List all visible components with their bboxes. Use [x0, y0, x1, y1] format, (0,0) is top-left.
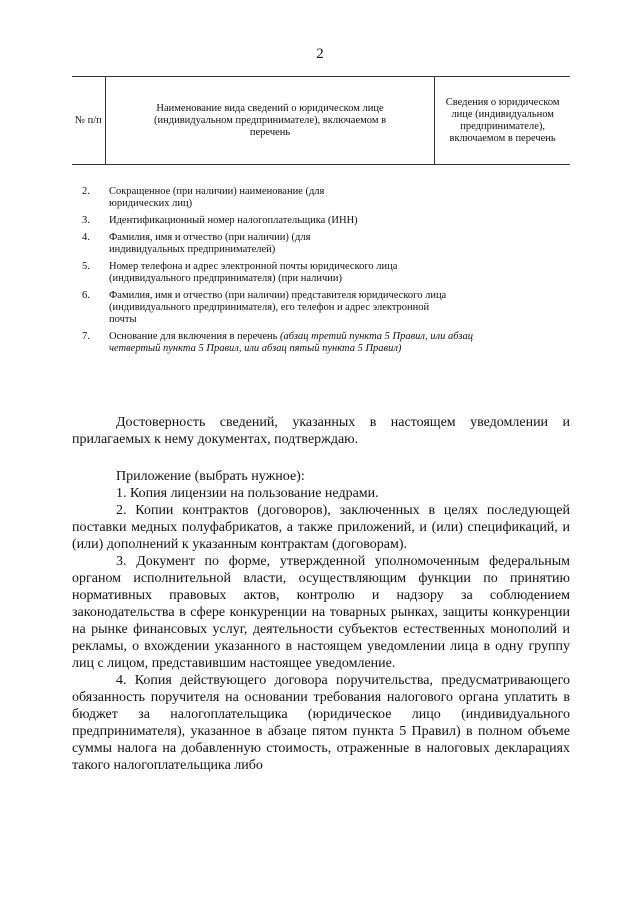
appendix-block — [72, 468, 570, 774]
row-number: 7. — [82, 331, 90, 342]
info-rows — [82, 186, 502, 360]
page-number: 2 — [316, 46, 324, 62]
row-text: Номер телефона и адрес электронной почты юридического лица (индивидуального предпринимателя) (при наличии) — [109, 261, 398, 284]
row-text: Фамилия, имя и отчество (при наличии) (для индивидуальных предпринимателей) — [109, 232, 311, 255]
header-col-info-text: Сведения о юридическом лице (индивидуальном предпринимателе), включаемом в перечень — [445, 96, 560, 144]
row-number: 2. — [82, 186, 90, 197]
certification-text: Достоверность сведений, указанных в настоящем уведомлении и прилагаемых к нему документах, подтверждаю. — [72, 415, 570, 447]
header-col-number: № п/п — [72, 77, 105, 165]
header-table — [72, 76, 570, 165]
appendix-item: 2. Копии контрактов (договоров), заключенных в целях последующей поставки медных полуфабрикатов, а также приложений, и (или) спецификаций, и (или) дополнений к указанным контрактам (договорам). — [72, 503, 570, 552]
appendix-title: Приложение (выбрать нужное): — [116, 469, 305, 484]
row-number: 3. — [82, 215, 90, 226]
header-col-name — [105, 77, 435, 165]
appendix-item: 4. Копия действующего договора поручительства, предусматривающего обязанность поручителя на основании требования налогового органа уплатить в бюджет за налогоплательщика (юридическое лицо (индивидуального предпринимателя), указанное в абзаце пятом пункта 5 Правил) в полном объеме суммы налога на добавленную стоимость, отраженные в налоговых декларациях такого налогоплательщика либо — [72, 673, 570, 773]
certification-block — [72, 414, 570, 448]
row-text: Идентификационный номер налогоплательщика (ИНН) — [109, 215, 358, 226]
appendix-item: 1. Копия лицензии на пользование недрами. — [116, 486, 379, 501]
row-text-wrap — [109, 331, 494, 355]
list-item — [82, 186, 502, 210]
row-text: Основание для включения в перечень — [109, 331, 281, 342]
header-col-info — [435, 77, 570, 165]
row-number: 5. — [82, 261, 90, 272]
row-text: Сокращенное (при наличии) наименование (для юридических лиц) — [109, 186, 325, 209]
row-number: 4. — [82, 232, 90, 243]
appendix-item: 3. Документ по форме, утвержденной уполномоченным федеральным органом исполнительной власти, осуществляющим функции по принятию нормативных правовых актов, контролю и надзору за соблюдением законодательства в сфере конкуренции на товарных рынках, защиты конкуренции на рынке финансовых услуг, деятельности субъектов естественных монополий и рекламы, о вхождении указанного в настоящем уведомлении лица в одну группу лиц с лицом, представившим настоящее уведомление. — [72, 554, 570, 671]
list-item — [82, 261, 502, 285]
list-item — [82, 290, 502, 326]
list-item — [82, 215, 502, 227]
list-item — [82, 232, 502, 256]
row-number: 6. — [82, 290, 90, 301]
row-text-italic: (абзац третий пункта 5 Правил, или абзац четвертый пункта 5 Правил, или абзац пятый пункта 5 Правил) — [109, 331, 473, 354]
row-text: Фамилия, имя и отчество (при наличии) представителя юридического лица (индивидуального предпринимателя), его телефон и адрес электронной почты — [109, 290, 447, 325]
list-item — [82, 331, 502, 355]
header-col-name-text: Наименование вида сведений о юридическом лице (индивидуальном предпринимателе), включаемом в перечень — [154, 102, 387, 138]
